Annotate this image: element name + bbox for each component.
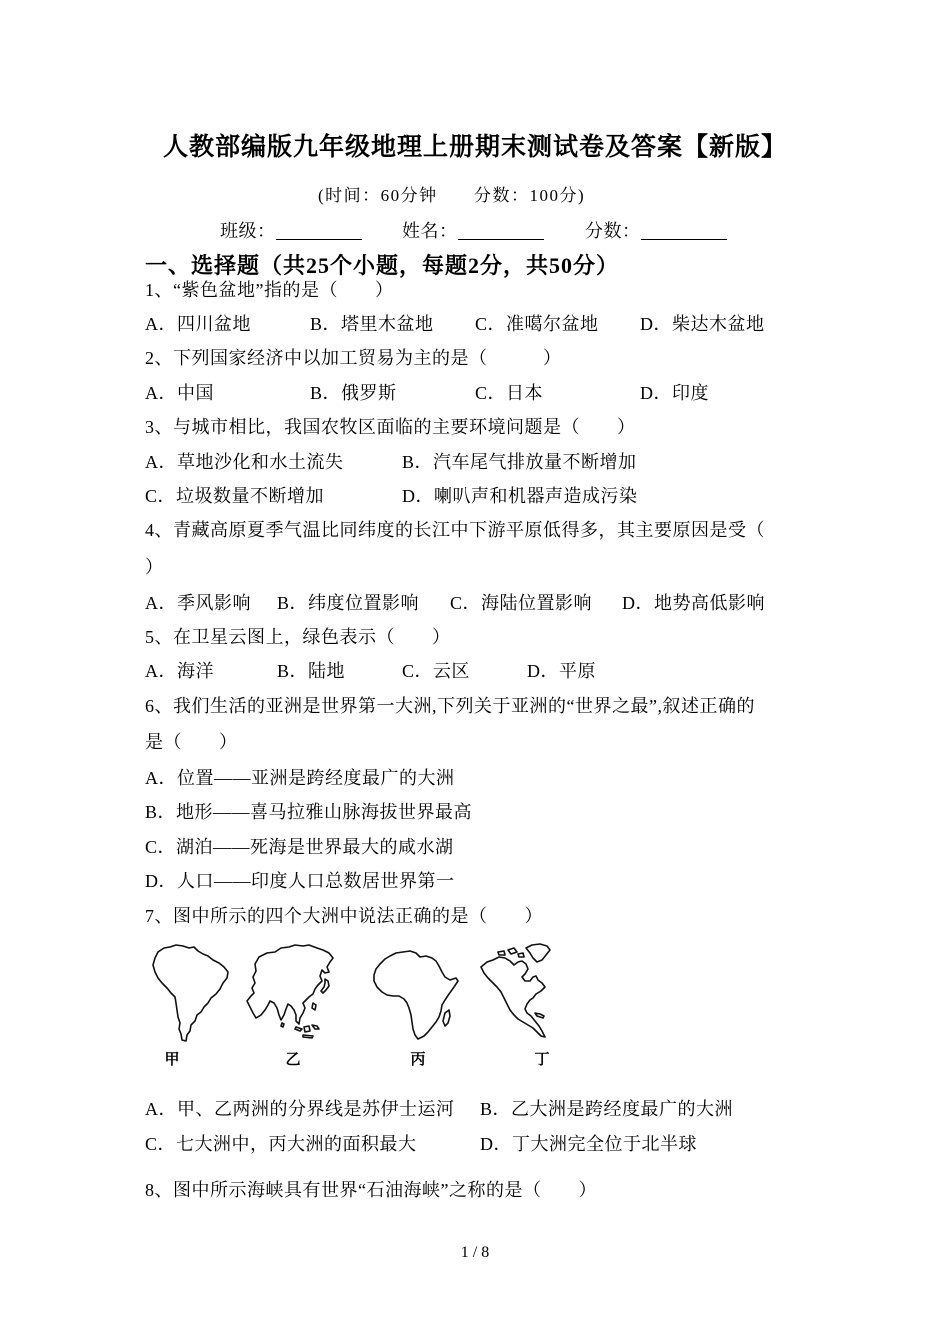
map-label-bing: 丙 <box>410 1050 426 1068</box>
option-a: A．甲、乙两洲的分界线是苏伊士运河 <box>145 1099 455 1119</box>
question-7-options-row-1 <box>0 1097 950 1121</box>
option-a: A．季风影响 <box>145 593 251 613</box>
class-field <box>220 219 362 243</box>
option-d: D．柴达木盆地 <box>640 314 765 334</box>
philippine-islands <box>312 1003 316 1010</box>
option-a: A．中国 <box>145 383 214 403</box>
question-1-options <box>0 312 950 336</box>
question-4-stem-continued: ） <box>145 557 164 577</box>
sri-lanka-island <box>281 1023 284 1027</box>
score-label: 分数： <box>585 221 641 241</box>
question-5-options <box>0 659 950 683</box>
continent-maps-figure <box>140 935 570 1050</box>
option-c: C．垃圾数量不断增加 <box>145 486 325 506</box>
caribbean-islands <box>535 1013 544 1018</box>
question-4-stem: 4、青藏高原夏季气温比同纬度的长江中下游平原低得多，其主要原因是受（ <box>145 520 765 540</box>
option-c: C．准噶尔盆地 <box>475 314 599 334</box>
map-label-yi: 乙 <box>285 1050 301 1068</box>
option-a: A．海洋 <box>145 661 214 681</box>
class-label: 班级： <box>220 221 276 241</box>
name-label: 姓名： <box>402 221 458 241</box>
north-america-map <box>481 944 550 1037</box>
option-a: A．位置——亚洲是跨经度最广的大洲 <box>145 768 455 788</box>
name-blank-line <box>458 221 544 240</box>
question-2-options <box>0 381 950 405</box>
asia-outline <box>247 945 333 1024</box>
greenland-outline <box>526 944 550 962</box>
question-8-stem: 8、图中所示海峡具有世界“石油海峡”之称的是（ ） <box>145 1180 597 1200</box>
question-3-options-row-2 <box>0 484 950 508</box>
question-4-options <box>0 591 950 615</box>
question-1-stem: 1、“紫色盆地”指的是（ ） <box>145 280 394 300</box>
page-number: 1 / 8 <box>460 1244 490 1261</box>
option-b: B．俄罗斯 <box>310 383 397 403</box>
option-b: B．地形——喜马拉雅山脉海拔世界最高 <box>145 802 473 822</box>
map-label-ding: 丁 <box>534 1050 550 1068</box>
page-title: 人教部编版九年级地理上册期末测试卷及答案【新版】 <box>162 134 787 161</box>
north-america-outline <box>481 957 545 1037</box>
question-5-stem: 5、在卫星云图上，绿色表示（ ） <box>145 627 451 647</box>
option-d: D．地势高低影响 <box>622 593 765 613</box>
question-7-options-row-2 <box>0 1132 950 1156</box>
option-a: A．四川盆地 <box>145 314 251 334</box>
exam-total-score: 分数：100分) <box>474 186 586 205</box>
option-d: D．人口——印度人口总数居世界第一 <box>145 871 455 891</box>
class-blank-line <box>276 221 362 240</box>
score-blank-line <box>641 221 727 240</box>
question-6-stem-continued: 是（ ） <box>145 732 238 752</box>
option-c: C．海陆位置影响 <box>450 593 593 613</box>
option-d: D．平原 <box>527 661 596 681</box>
option-c: C．七大洲中，丙大洲的面积最大 <box>145 1134 417 1154</box>
africa-map <box>374 951 458 1039</box>
option-b: B．纬度位置影响 <box>277 593 420 613</box>
option-b: B．塔里木盆地 <box>310 314 434 334</box>
question-7-stem: 7、图中所示的四个大洲中说法正确的是（ ） <box>145 906 543 926</box>
option-c: C．湖泊——死海是世界最大的咸水湖 <box>145 837 454 857</box>
option-c: C．日本 <box>475 383 544 403</box>
option-d: D．印度 <box>640 383 709 403</box>
south-america-map <box>153 945 228 1041</box>
question-6-stem: 6、我们生活的亚洲是世界第一大洲,下列关于亚洲的“世界之最”,叙述正确的 <box>145 696 755 716</box>
southeast-asia-islands <box>295 1025 319 1038</box>
name-field <box>402 219 544 243</box>
option-d: D．丁大洲完全位于北半球 <box>480 1134 697 1154</box>
exam-time: (时间：60分钟 <box>318 186 438 205</box>
option-d: D．喇叭声和机器声造成污染 <box>402 486 638 506</box>
option-a: A．草地沙化和水土流失 <box>145 452 344 472</box>
score-field <box>585 219 727 243</box>
option-b: B．乙大洲是跨经度最广的大洲 <box>480 1099 734 1119</box>
question-3-options-row-1 <box>0 450 950 474</box>
map-label-jia: 甲 <box>164 1050 180 1068</box>
option-b: B．汽车尾气排放量不断增加 <box>402 452 637 472</box>
south-america-outline <box>153 945 228 1041</box>
option-b: B．陆地 <box>277 661 346 681</box>
section-heading: 一、选择题（共25个小题，每题2分，共50分） <box>145 253 620 278</box>
question-2-stem: 2、下列国家经济中以加工贸易为主的是（ ） <box>145 348 562 368</box>
asia-map <box>247 945 333 1038</box>
option-c: C．云区 <box>402 661 471 681</box>
madagascar-island <box>443 1010 450 1026</box>
arctic-islands <box>498 948 524 957</box>
question-3-stem: 3、与城市相比，我国农牧区面临的主要环境问题是（ ） <box>145 417 636 437</box>
